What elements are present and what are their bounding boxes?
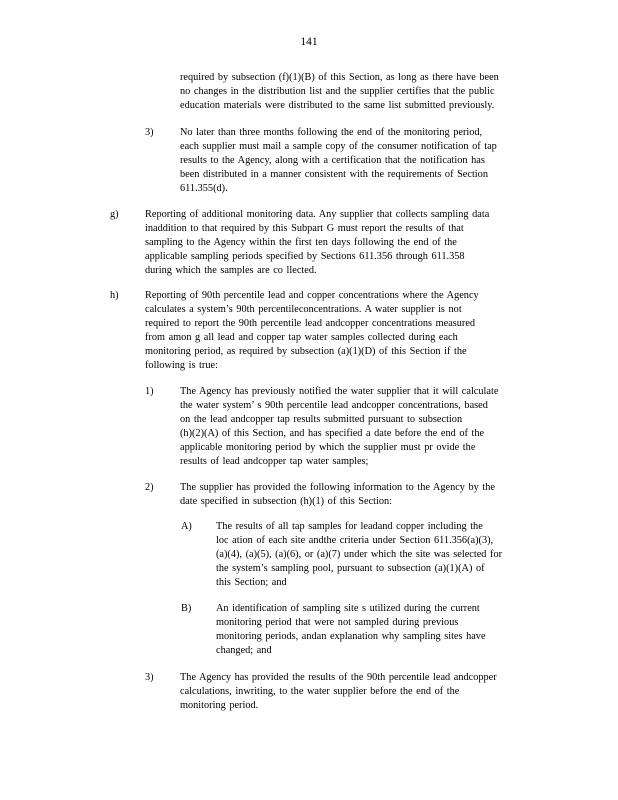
list-marker: h) — [110, 290, 119, 301]
text-line: sampling to the Agency within the first ten days following the end of the — [145, 236, 457, 248]
text-line: the water system’ s 90th percentile lead andcopper concentrations, based — [180, 399, 488, 411]
page-number: 141 — [300, 36, 318, 48]
text-line: applicable sampling periods specified by Sections 611.356 through 611.358 — [145, 250, 465, 262]
text-line: Reporting of 90th percentile lead and copper concentrations where the Agency — [145, 290, 479, 301]
text-line: No later than three months following the end of the monitoring period, — [180, 127, 483, 138]
text-line: on the lead andcopper tap results submitted pursuant to subsection — [180, 413, 463, 425]
list-marker: B) — [181, 603, 192, 614]
text-line: loc ation of each site andthe criteria under Section 611.356(a)(3), — [216, 534, 494, 546]
text-line: calculates a system’s 90th percentileconcentrations. A water supplier is not — [145, 303, 462, 315]
text-line: calculations, inwriting, to the water supplier before the end of the — [180, 685, 460, 697]
text-line: An identification of sampling site s utilized during the current — [216, 603, 480, 614]
text-line: results to the Agency, along with a certification that the notification has — [180, 154, 485, 166]
text-line: no changes in the distribution list and the supplier certifies that the public — [180, 85, 495, 97]
text-line: inaddition to that required by this Subpart G must report the results of that — [145, 222, 464, 234]
text-line: changed; and — [216, 644, 272, 656]
text-line: the system’s sampling pool, pursuant to subsection (a)(1)(A) of — [216, 562, 485, 574]
text-line: (a)(4), (a)(5), (a)(6), or (a)(7) under which the site was selected for — [216, 548, 503, 560]
text-line: (h)(2)(A) of this Section, and has specified a date before the end of the — [180, 427, 485, 439]
text-line: education materials were distributed to the same list submitted previously. — [180, 99, 495, 111]
text-line: 611.355(d). — [180, 182, 228, 194]
list-marker: A) — [181, 521, 192, 532]
text-line: Reporting of additional monitoring data. Any supplier that collects sampling data — [145, 209, 490, 220]
text-line: applicable monitoring period by which the supplier must pr ovide the — [180, 441, 476, 453]
list-marker: g) — [110, 209, 119, 220]
text-line: during which the samples are co llected. — [145, 264, 317, 276]
text-line: required by subsection (f)(1)(B) of this Section, as long as there have been — [180, 72, 499, 83]
text-line: monitoring period. — [180, 699, 259, 711]
list-marker: 3) — [145, 127, 154, 138]
list-marker: 2) — [145, 482, 154, 493]
text-line: this Section; and — [216, 576, 287, 588]
text-line: The Agency has provided the results of the 90th percentile lead andcopper — [180, 672, 497, 683]
text-line: required to report the 90th percentile lead andcopper concentrations measured — [145, 317, 476, 329]
list-marker: 1) — [145, 386, 154, 397]
text-line: each supplier must mail a sample copy of the consumer notification of tap — [180, 140, 497, 152]
text-line: monitoring period, as required by subsection (a)(1)(D) of this Section if the — [145, 345, 467, 357]
text-line: The Agency has previously notified the water supplier that it will calculate — [180, 386, 499, 397]
text-line: results of lead andcopper tap water samples; — [180, 455, 369, 467]
text-line: The supplier has provided the following information to the Agency by the — [180, 482, 495, 493]
text-line: from amon g all lead and copper tap water samples collected during each — [145, 331, 458, 343]
text-line: been distributed in a manner consistent with the requirements of Section — [180, 168, 488, 180]
list-marker: 3) — [145, 672, 154, 683]
text-line: date specified in subsection (h)(1) of this Section: — [180, 495, 393, 507]
text-line: monitoring period that were not sampled during previous — [216, 616, 459, 628]
text-line: following is true: — [145, 359, 218, 371]
text-line: The results of all tap samples for leadand copper including the — [216, 521, 483, 532]
text-line: monitoring periods, andan explanation why sampling sites have — [216, 630, 486, 642]
